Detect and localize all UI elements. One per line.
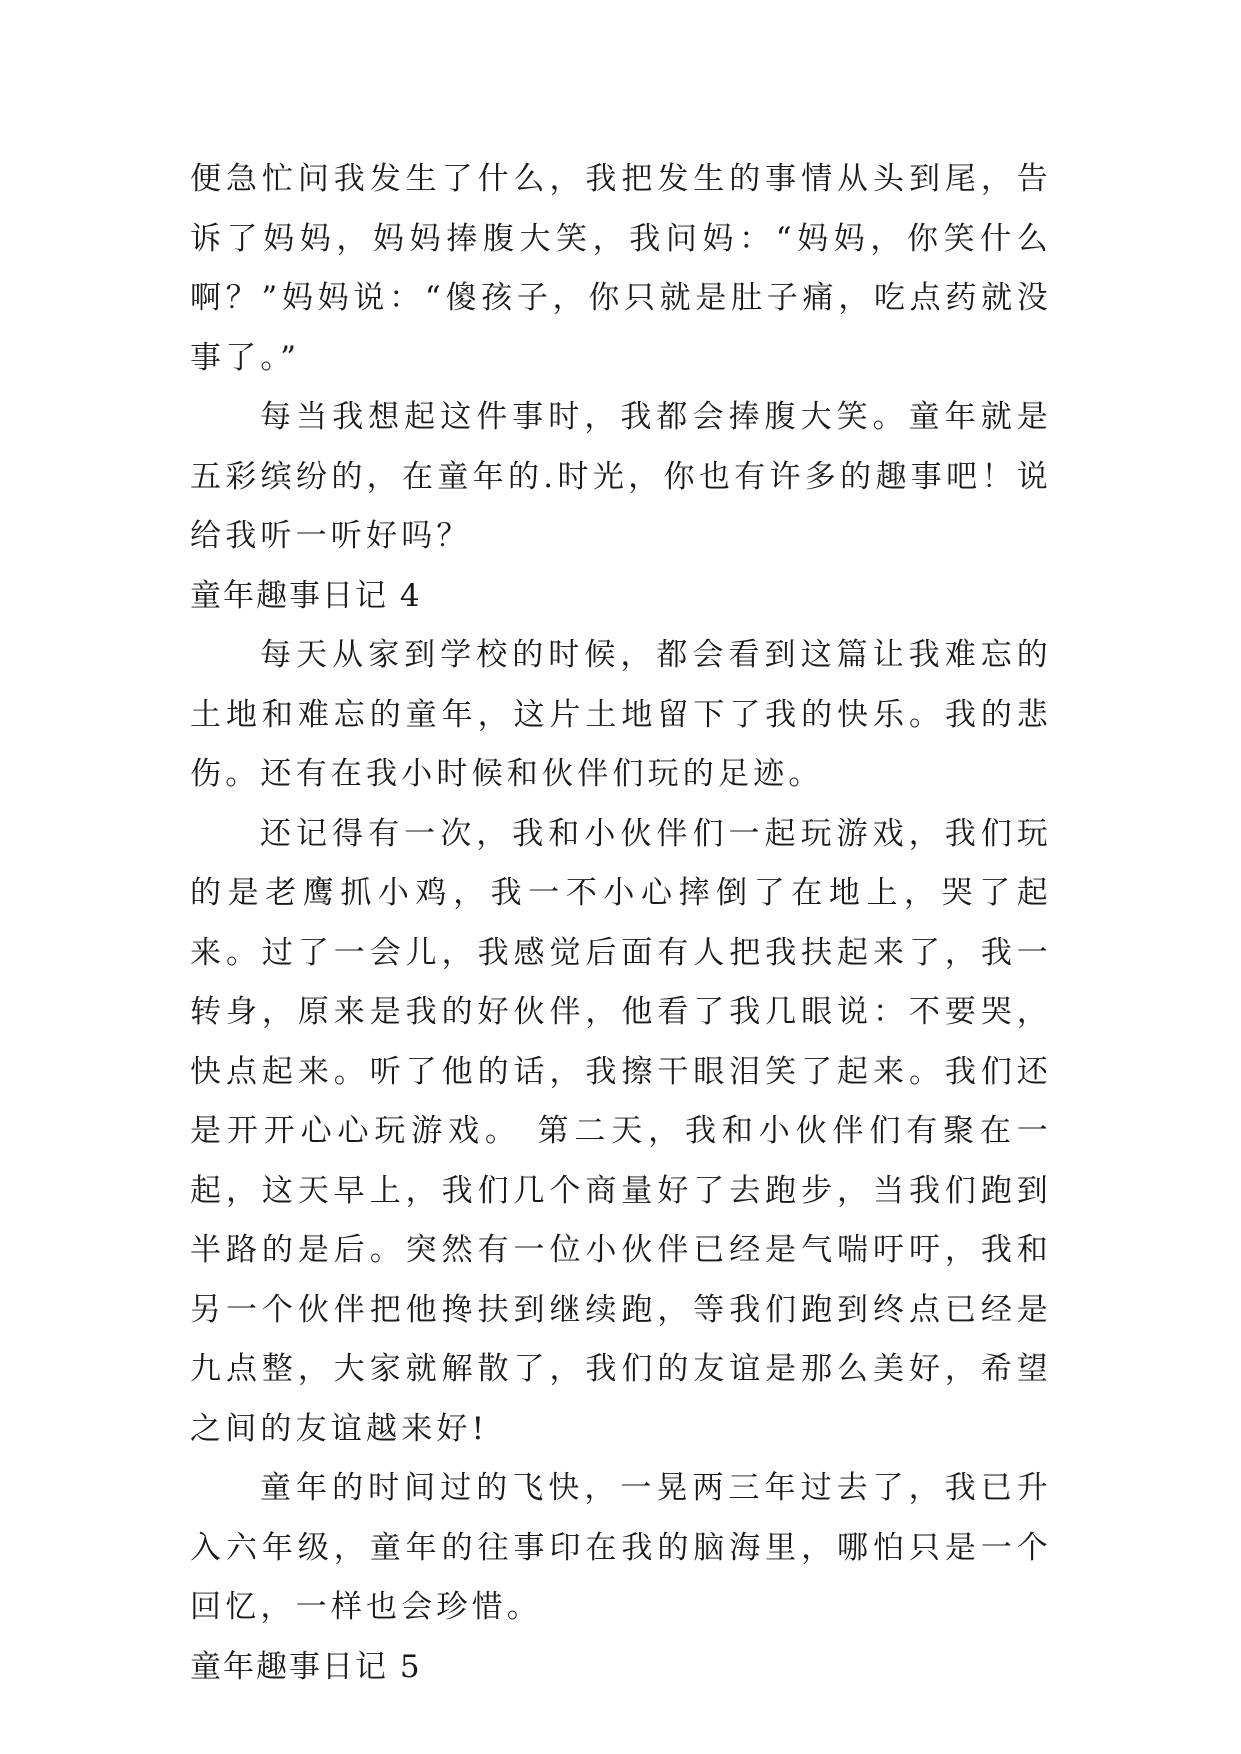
diary-heading-4: 童年趣事日记 4 <box>190 577 422 614</box>
paragraph-game-story: 还记得有一次，我和小伙伴们一起玩游戏，我们玩的是老鹰抓小鸡，我一不小心摔倒了在地上，哭了起来。过了一会儿，我感觉后面有人把我扶起来了，我一转身，原来是我的好伙伴，他看了我几眼说：不要哭，快点起来。听了他的话，我擦干眼泪笑了起来。我们还是开开心心玩游戏。 第二天，我和小伙伴们有聚在一起，这天早上，我们几个商量好了去跑步，当我们跑到半路的是后。突然有一位小伙伴已经是气喘吁吁，我和另一个伙伴把他搀扶到继续跑，等我们跑到终点已经是九点整，大家就解散了，我们的友谊是那么美好，希望之间的友谊越来好! <box>190 815 1052 1447</box>
diary-heading-5: 童年趣事日记 5 <box>190 1648 422 1685</box>
document-body <box>190 150 1052 1697</box>
paragraph-reflection: 每当我想起这件事时，我都会捧腹大笑。童年就是五彩缤纷的，在童年的.时光，你也有许多的趣事吧！说给我听一听好吗？ <box>190 399 1052 554</box>
paragraph-continuation: 便急忙问我发生了什么，我把发生的事情从头到尾，告诉了妈妈，妈妈捧腹大笑，我问妈：“妈妈，你笑什么啊？”妈妈说：“傻孩子，你只就是肚子痛，吃点药就没事了。” <box>190 161 1052 376</box>
paragraph-school-road: 每天从家到学校的时候，都会看到这篇让我难忘的土地和难忘的童年，这片土地留下了我的快乐。我的悲伤。还有在我小时候和伙伴们玩的足迹。 <box>190 637 1052 792</box>
paragraph-time-flies: 童年的时间过的飞快，一晃两三年过去了，我已升入六年级，童年的往事印在我的脑海里，哪怕只是一个回忆，一样也会珍惜。 <box>190 1470 1052 1625</box>
